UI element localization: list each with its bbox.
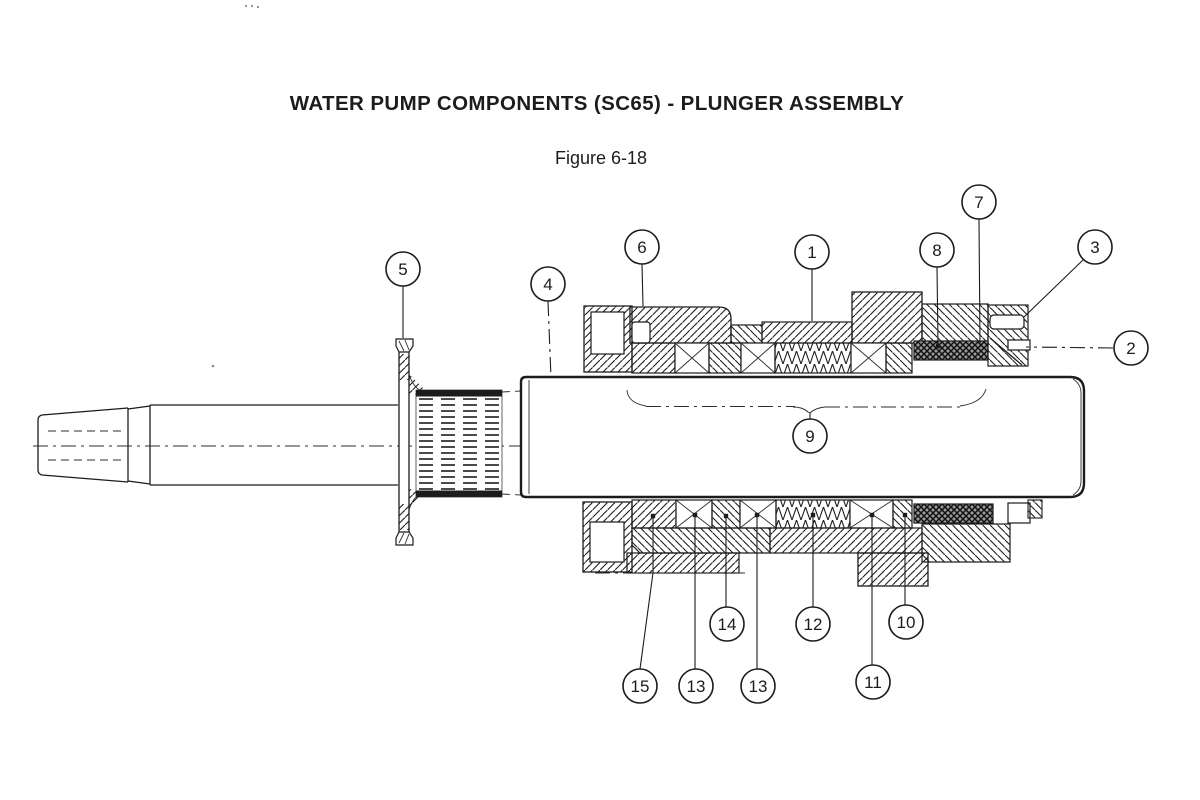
lower-gland-cap <box>627 553 739 573</box>
callout-number-13: 13 <box>686 677 706 696</box>
callout-number-15: 15 <box>630 677 650 696</box>
lower-end-gland <box>922 524 1010 562</box>
callout-number-7: 7 <box>974 193 984 212</box>
leader-dot-13 <box>755 513 759 517</box>
figure-caption: Figure 6-18 <box>554 148 648 168</box>
packing-ring-box <box>741 343 775 373</box>
leader-dot-14 <box>724 514 728 518</box>
callout-number-12: 12 <box>803 615 823 634</box>
leader-dot-12 <box>811 513 815 517</box>
leader-line-2 <box>1026 347 1113 348</box>
leader-dot-8 <box>936 344 940 348</box>
leader-dot-10 <box>903 513 907 517</box>
callout-6 <box>625 230 659 306</box>
leader-dot-11 <box>870 513 874 517</box>
upper-packing-assembly <box>584 292 1030 373</box>
callout-9 <box>793 413 827 453</box>
upper-sleeve <box>762 322 852 343</box>
callout-number-10: 10 <box>896 613 916 632</box>
lower-woven-seal <box>914 504 993 523</box>
photocopy-speckles <box>212 5 259 367</box>
spline-section <box>416 390 521 497</box>
callout-3 <box>1024 230 1112 317</box>
snap-clip <box>990 315 1024 329</box>
callout-number-1: 1 <box>807 243 817 262</box>
reference-bracket <box>627 389 986 413</box>
leader-line-6 <box>642 264 643 306</box>
leader-line-4 <box>548 301 551 378</box>
callout-number-2: 2 <box>1126 339 1136 358</box>
leader-line-3 <box>1024 259 1084 317</box>
callout-number-3: 3 <box>1090 238 1100 257</box>
leader-dot-13 <box>693 513 697 517</box>
callout-2 <box>1026 331 1148 365</box>
callout-number-4: 4 <box>543 275 553 294</box>
callout-number-8: 8 <box>932 241 942 260</box>
lower-gland-nut <box>858 553 928 586</box>
upper-packing-row <box>632 343 912 373</box>
packing-ring-box <box>675 343 709 373</box>
callout-number-11: 11 <box>864 673 882 692</box>
upper-woven-seal <box>914 341 988 360</box>
callout-number-13: 13 <box>748 677 768 696</box>
callout-4 <box>531 267 565 378</box>
lower-sleeve-right <box>770 528 922 553</box>
callout-5 <box>386 252 420 338</box>
callout-number-14: 14 <box>717 615 737 634</box>
callout-number-5: 5 <box>398 260 408 279</box>
upper-gland-nut <box>852 292 922 343</box>
page-title: WATER PUMP COMPONENTS (SC65) - PLUNGER ASSEMBLY <box>289 92 905 115</box>
callout-number-9: 9 <box>805 427 815 446</box>
callout-1 <box>795 235 829 321</box>
leader-dot-15 <box>651 514 655 518</box>
upper-end-gland <box>988 305 1030 366</box>
callout-number-6: 6 <box>637 238 647 257</box>
packing-ring-box <box>851 343 886 373</box>
